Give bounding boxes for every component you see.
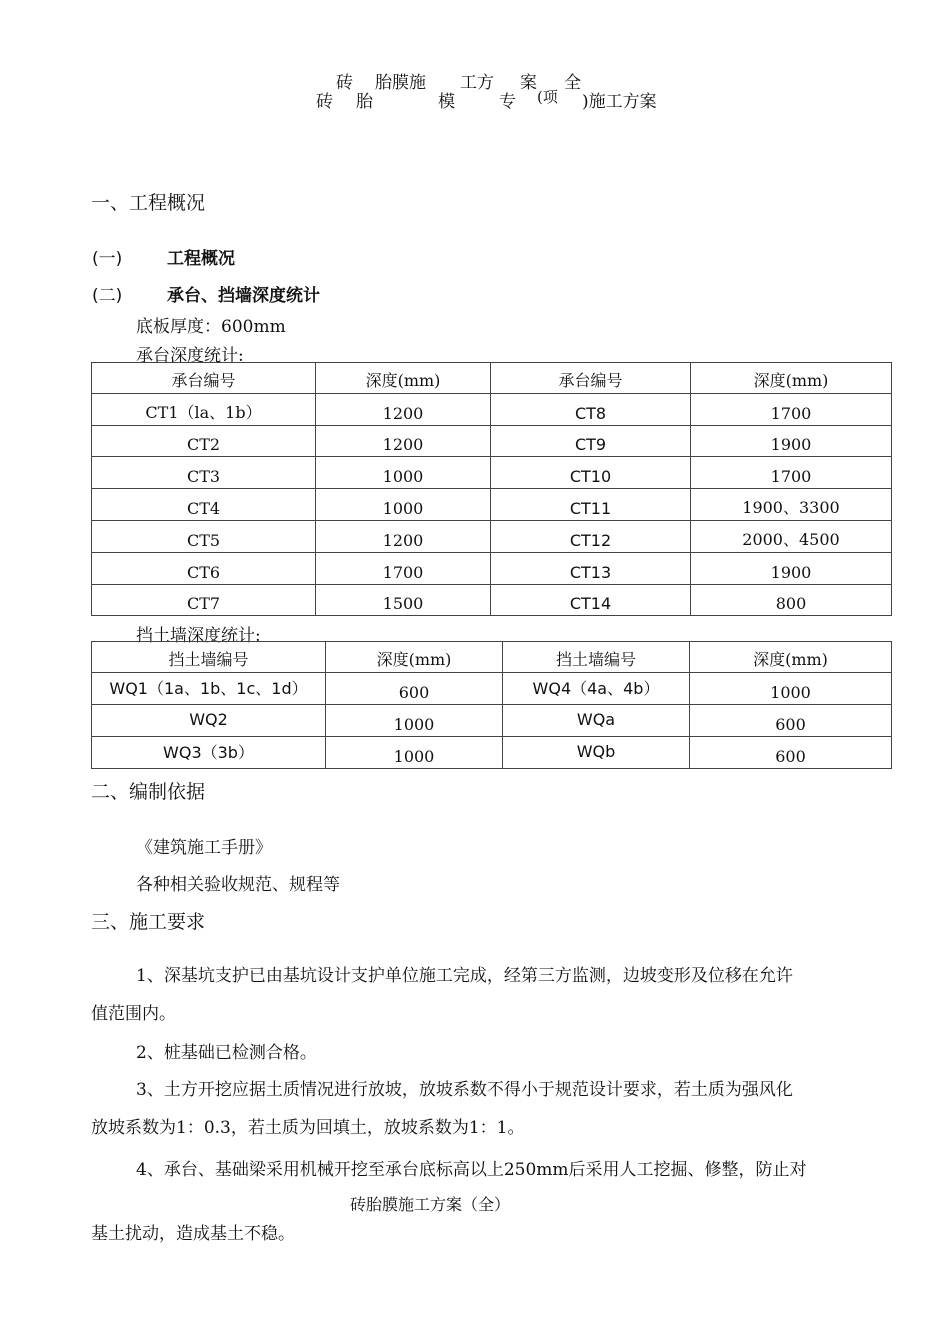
- table-cell: CT10: [491, 457, 691, 489]
- table-cell: WQ1（1a、1b、1c、1d）: [92, 673, 326, 705]
- ct-table-caption: 承台深度统计:: [136, 346, 244, 366]
- subsection-1-number: (一): [92, 249, 123, 269]
- table-cell: WQ2: [92, 705, 326, 737]
- requirement-3-line-1: 3、土方开挖应据土质情况进行放坡，放坡系数不得小于规范设计要求，若土质为强风化: [136, 1080, 793, 1100]
- table-cell: CT5: [92, 521, 316, 553]
- title-top-5: 全: [564, 73, 581, 93]
- table-cell: CT1（la、1b）: [92, 394, 316, 426]
- table-row: [92, 737, 892, 769]
- table-cell: 1900、3300: [691, 489, 892, 521]
- table-cell: 1000: [690, 673, 892, 705]
- table-row: [92, 673, 892, 705]
- table-header-row: [92, 642, 892, 673]
- section-heading-2: 二、编制依据: [91, 781, 206, 803]
- title-top-1: 砖: [336, 73, 353, 93]
- title-bottom-2: 胎: [356, 92, 373, 112]
- ct-depth-table: [91, 362, 892, 616]
- table-cell: 1900: [691, 553, 892, 585]
- table-cell: 1700: [691, 457, 892, 489]
- table-cell: 2000、4500: [691, 521, 892, 553]
- table-header-row: [92, 363, 892, 394]
- title-bottom-1: 砖: [316, 92, 333, 112]
- table-cell: 1200: [316, 426, 491, 457]
- title-top-2: 胎膜施: [375, 73, 426, 93]
- table-cell: 1500: [316, 585, 491, 616]
- table-row: [92, 489, 892, 521]
- slab-thickness: 底板厚度：600mm: [136, 317, 286, 337]
- table-cell: CT8: [491, 394, 691, 426]
- reference-standards: 各种相关验收规范、规程等: [136, 875, 340, 895]
- table-row: [92, 457, 892, 489]
- table-cell: 1700: [691, 394, 892, 426]
- title-top-3: 工方: [460, 73, 494, 93]
- table-cell: WQa: [503, 705, 690, 737]
- requirement-4-line-1: 4、承台、基础梁采用机械开挖至承台底标高以上250mm后采用人工挖掘、修整，防止对: [136, 1160, 807, 1180]
- table-cell: WQb: [503, 737, 690, 769]
- header-cell: 挡土墙编号: [503, 642, 690, 673]
- table-cell: WQ4（4a、4b）: [503, 673, 690, 705]
- table-cell: 1000: [316, 457, 491, 489]
- table-cell: CT11: [491, 489, 691, 521]
- table-cell: 1200: [316, 394, 491, 426]
- header-cell: 挡土墙编号: [92, 642, 326, 673]
- table-cell: CT2: [92, 426, 316, 457]
- table-cell: 600: [690, 705, 892, 737]
- table-cell: 1000: [326, 705, 503, 737]
- table-row: [92, 553, 892, 585]
- header-cell: 承台编号: [92, 363, 316, 394]
- table-cell: 1200: [316, 521, 491, 553]
- header-cell: 深度(mm): [316, 363, 491, 394]
- title-bottom-3: 模: [438, 92, 455, 112]
- section-heading-3: 三、施工要求: [91, 911, 206, 933]
- table-cell: CT7: [92, 585, 316, 616]
- table-cell: 800: [691, 585, 892, 616]
- requirement-2: 2、桩基础已检测合格。: [136, 1043, 317, 1063]
- page-footer: 砖胎膜施工方案（全）: [350, 1195, 511, 1214]
- header-cell: 深度(mm): [326, 642, 503, 673]
- table-cell: CT12: [491, 521, 691, 553]
- subsection-2-label: 承台、挡墙深度统计: [167, 286, 320, 306]
- wq-depth-table: [91, 641, 892, 769]
- title-top-4: 案: [520, 73, 537, 93]
- title-bottom-6: )施工方案: [582, 92, 657, 112]
- title-bottom-5: (项: [537, 88, 558, 106]
- table-cell: CT3: [92, 457, 316, 489]
- table-cell: CT9: [491, 426, 691, 457]
- header-cell: 承台编号: [491, 363, 691, 394]
- table-cell: 600: [690, 737, 892, 769]
- section-heading-1: 一、工程概况: [91, 192, 206, 214]
- requirement-3-line-2: 放坡系数为1：0.3，若土质为回填土，放坡系数为1：1。: [91, 1118, 525, 1138]
- title-bottom-4: 专: [499, 92, 516, 112]
- subsection-1-label: 工程概况: [167, 249, 235, 269]
- requirement-1-line-2: 值范围内。: [91, 1004, 176, 1024]
- table-cell: WQ3（3b）: [92, 737, 326, 769]
- table-row: [92, 394, 892, 426]
- table-row: [92, 585, 892, 616]
- table-cell: 1700: [316, 553, 491, 585]
- reference-handbook: 《建筑施工手册》: [136, 838, 272, 858]
- table-cell: 1900: [691, 426, 892, 457]
- table-row: [92, 521, 892, 553]
- table-cell: CT6: [92, 553, 316, 585]
- header-cell: 深度(mm): [691, 363, 892, 394]
- requirement-4-line-2: 基土扰动，造成基土不稳。: [91, 1224, 295, 1244]
- table-cell: CT4: [92, 489, 316, 521]
- table-cell: 600: [326, 673, 503, 705]
- table-cell: CT14: [491, 585, 691, 616]
- table-cell: 1000: [326, 737, 503, 769]
- header-cell: 深度(mm): [690, 642, 892, 673]
- table-cell: 1000: [316, 489, 491, 521]
- table-row: [92, 705, 892, 737]
- wq-table-caption: 挡土墙深度统计:: [136, 626, 261, 646]
- requirement-1-line-1: 1、深基坑支护已由基坑设计支护单位施工完成，经第三方监测，边坡变形及位移在允许: [136, 966, 793, 986]
- table-cell: CT13: [491, 553, 691, 585]
- subsection-2-number: (二): [92, 286, 123, 306]
- table-row: [92, 426, 892, 457]
